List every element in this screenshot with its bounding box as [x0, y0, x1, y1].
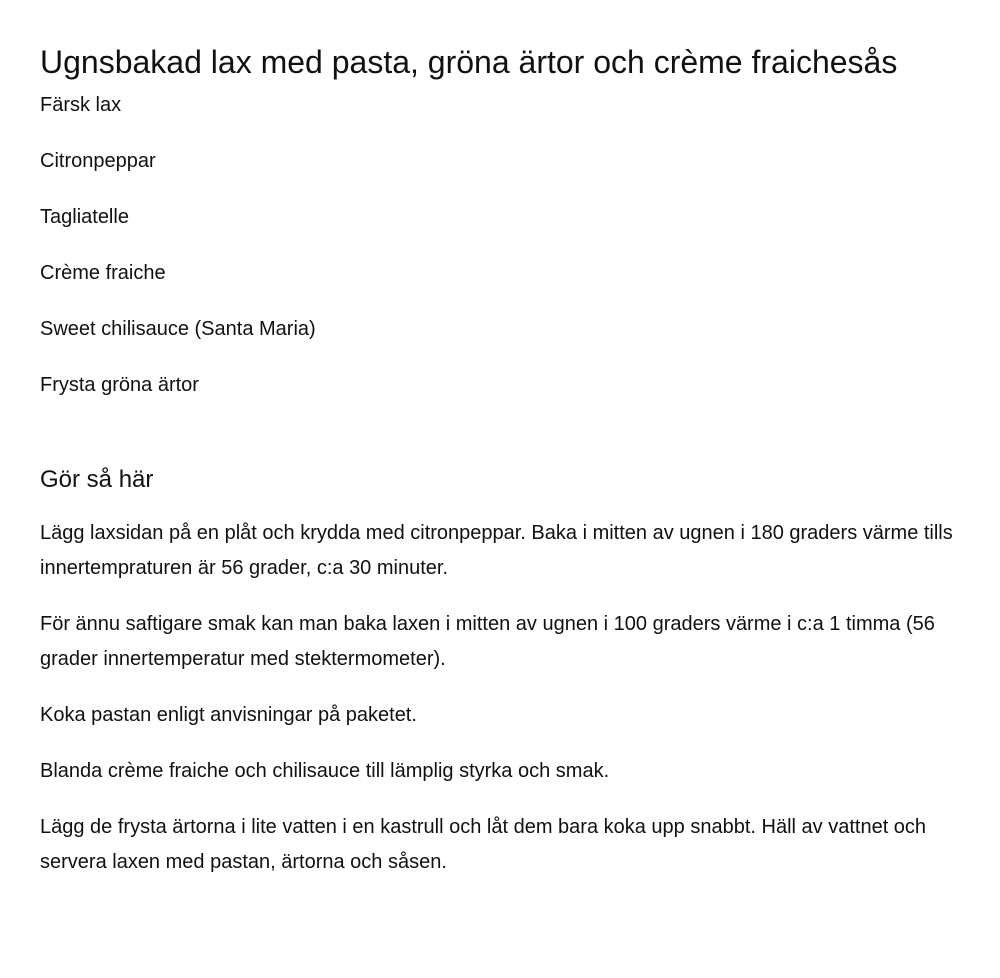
ingredient-list [40, 90, 960, 400]
ingredient-item: Frysta gröna ärtor [40, 374, 199, 396]
ingredient-item: Citronpeppar [40, 150, 156, 172]
instruction-step: Lägg laxsidan på en plåt och krydda med citronpeppar. Baka i mitten av ugnen i 180 graders värme tills innertempraturen är 56 grader, c:a 30 minuter. [40, 522, 953, 579]
instruction-step: Blanda crème fraiche och chilisauce till lämplig styrka och smak. [40, 760, 610, 782]
instruction-step: Lägg de frysta ärtorna i lite vatten i en kastrull och låt dem bara koka upp snabbt. Häll av vattnet och servera laxen med pastan, ärtorna och såsen. [40, 816, 927, 873]
recipe-title: Ugnsbakad lax med pasta, gröna ärtor och crème fraichesås [40, 44, 898, 80]
instruction-steps [40, 516, 960, 880]
ingredient-item: Färsk lax [40, 94, 122, 116]
ingredient-item: Tagliatelle [40, 206, 129, 228]
instruction-step: För ännu saftigare smak kan man baka laxen i mitten av ugnen i 100 graders värme i c:a 1 timma (56 grader innertemperatur med stektermometer). [40, 613, 935, 670]
instructions-heading: Gör så här [40, 466, 154, 493]
ingredient-item: Crème fraiche [40, 262, 166, 284]
instruction-step: Koka pastan enligt anvisningar på paketet. [40, 704, 417, 726]
ingredient-item: Sweet chilisauce (Santa Maria) [40, 318, 316, 340]
